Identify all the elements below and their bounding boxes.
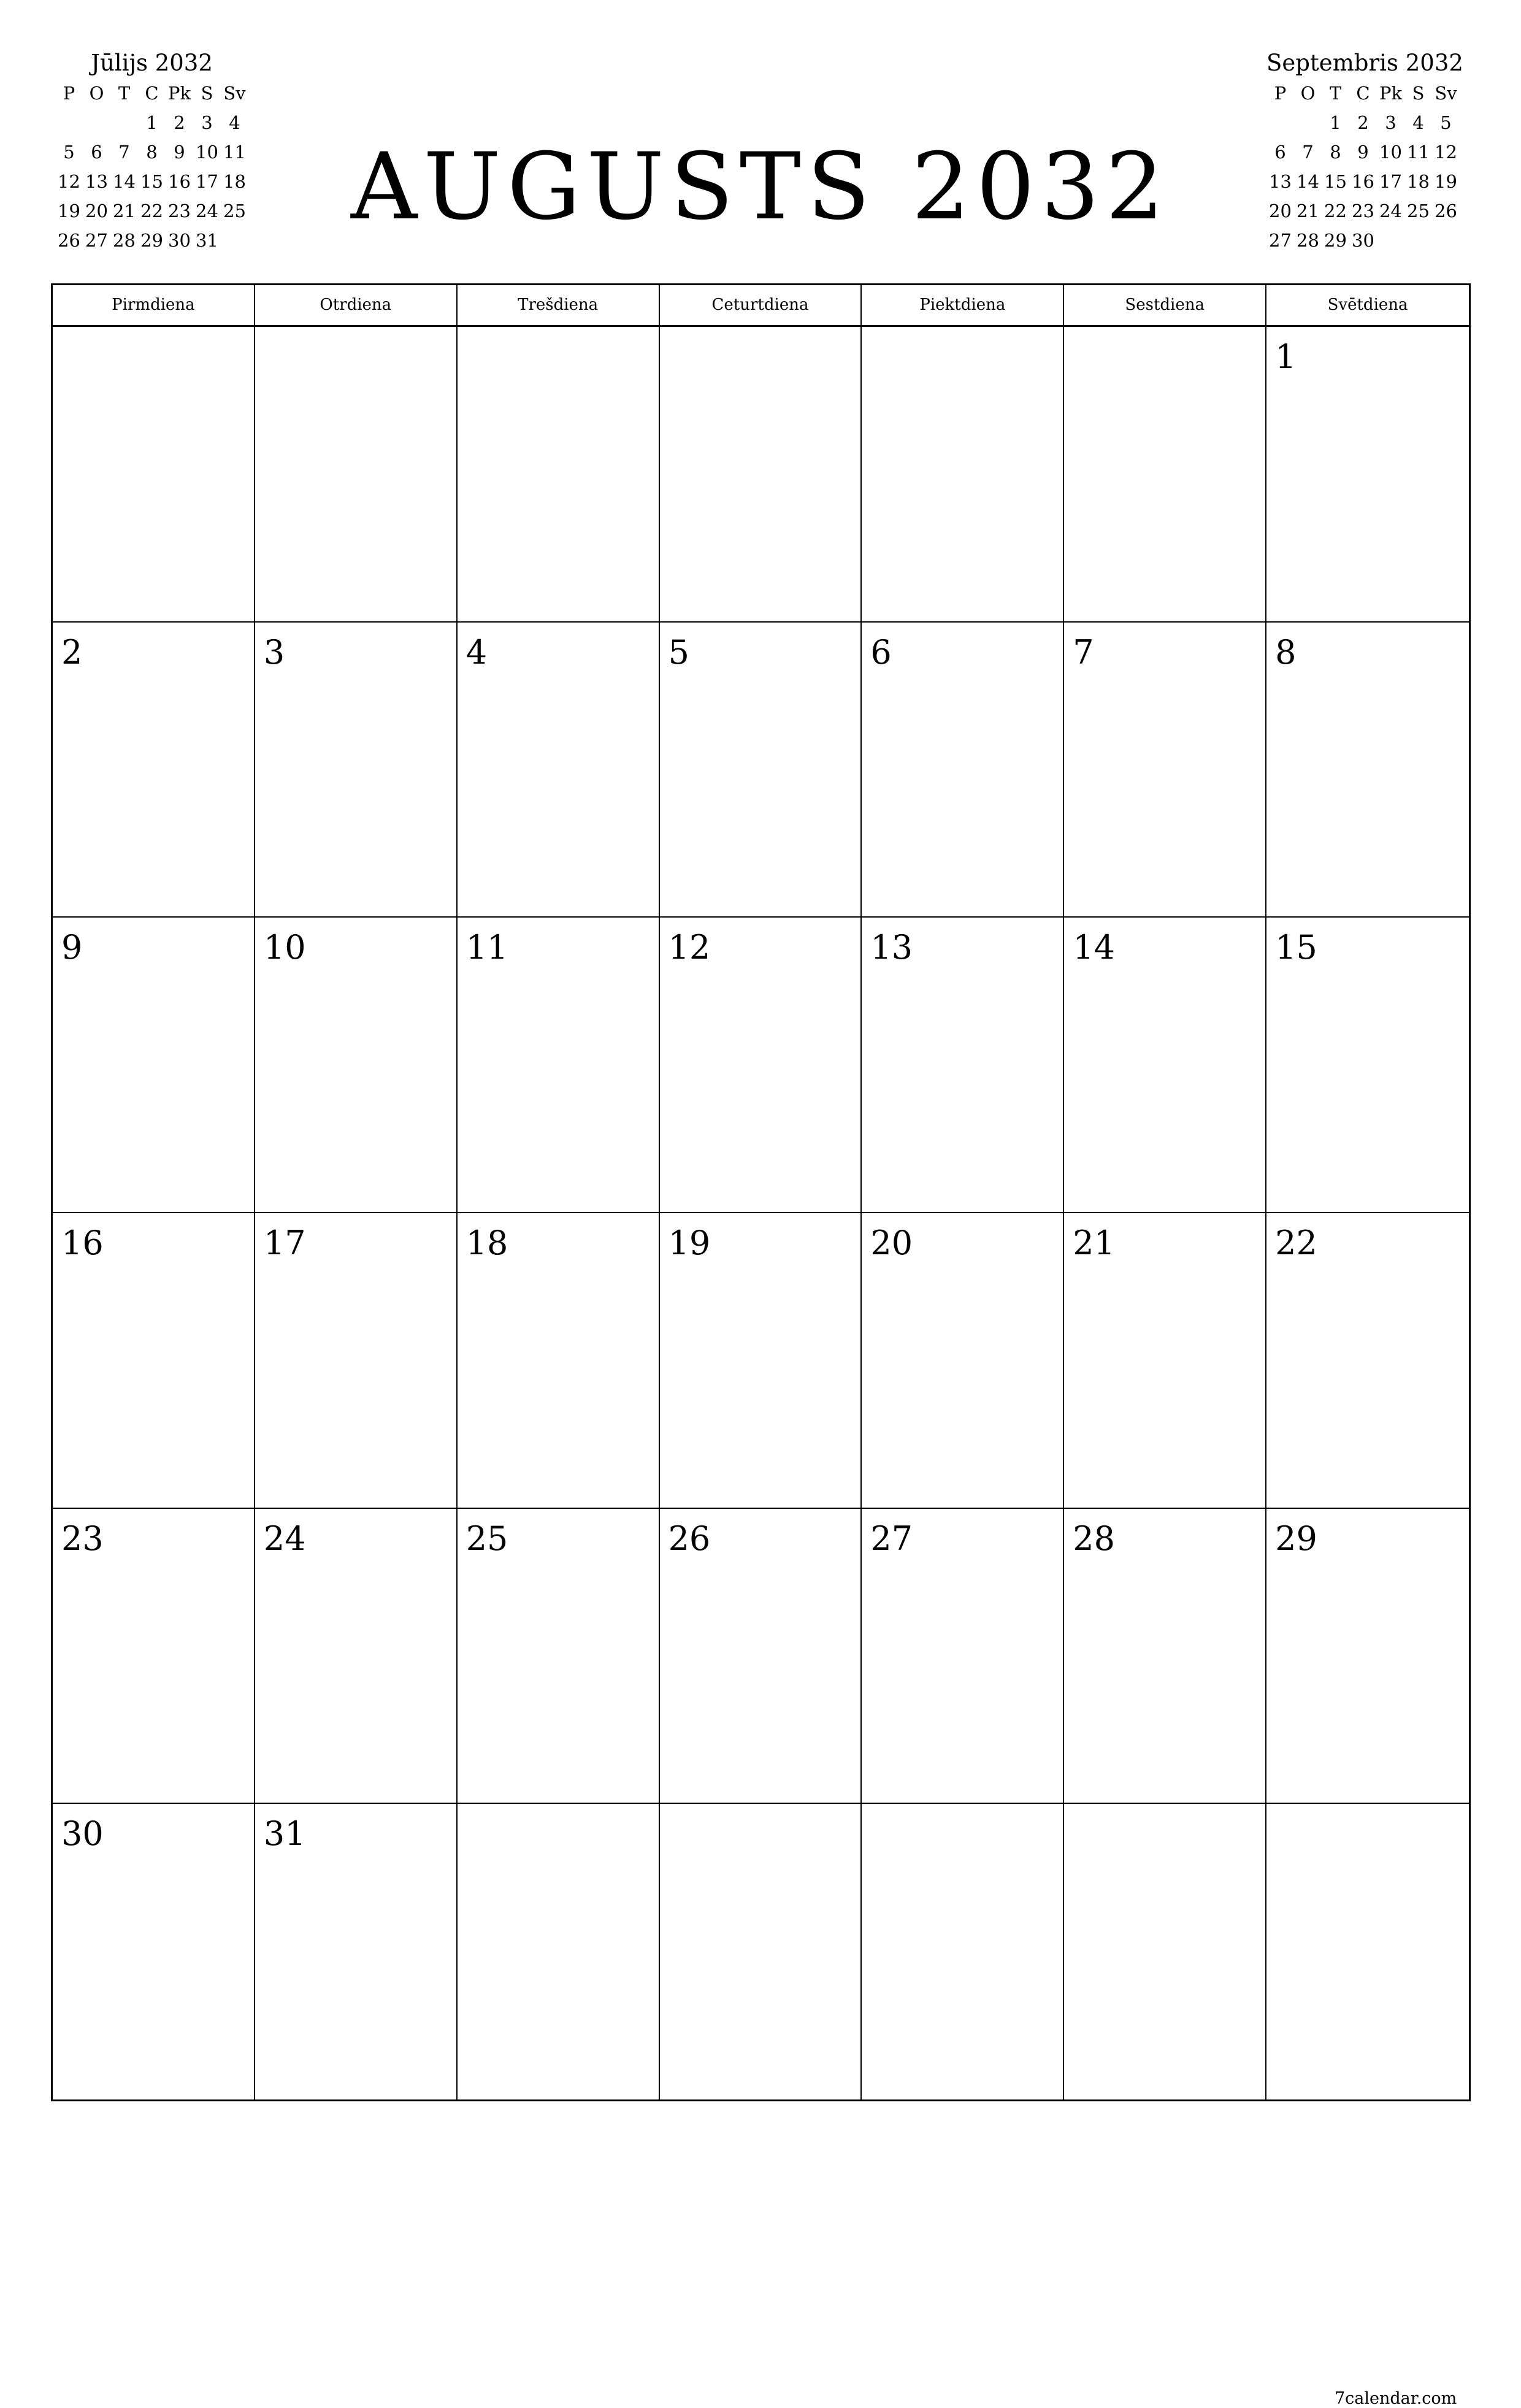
day-cell[interactable] [862, 1509, 1064, 1804]
day-cell[interactable] [1064, 918, 1266, 1213]
day-cell[interactable] [862, 623, 1064, 918]
mini-day: 13 [1269, 171, 1292, 192]
day-number: 20 [870, 1223, 913, 1262]
mini-day: 17 [196, 171, 218, 192]
day-cell[interactable] [458, 918, 660, 1213]
mini-weekday-label: T [118, 83, 131, 104]
day-number: 22 [1275, 1223, 1317, 1262]
mini-day: 25 [223, 201, 246, 221]
mini-calendar-next-title: Septembris 2032 [1266, 50, 1463, 76]
mini-day: 27 [1269, 230, 1292, 251]
mini-day: 3 [1385, 112, 1396, 133]
day-number: 15 [1275, 928, 1317, 967]
mini-day: 22 [140, 201, 163, 221]
mini-day: 6 [91, 142, 102, 163]
weekday-header: Trešdiena [458, 285, 660, 325]
day-number: 16 [61, 1223, 104, 1262]
mini-day: 8 [146, 142, 158, 163]
mini-weekday-label: P [63, 83, 75, 104]
day-cell[interactable] [660, 1804, 862, 2099]
day-cell[interactable] [862, 1804, 1064, 2099]
day-number: 6 [870, 632, 892, 672]
mini-day [1404, 226, 1432, 255]
mini-day: 4 [1412, 112, 1424, 133]
mini-weekday-label: O [1300, 83, 1316, 104]
mini-day: 21 [1297, 201, 1319, 221]
day-number: 30 [61, 1814, 104, 1854]
mini-day [110, 108, 138, 137]
day-number: 19 [668, 1223, 711, 1262]
mini-weekday-label: C [1356, 83, 1370, 104]
day-cell[interactable] [862, 1213, 1064, 1509]
mini-day: 7 [118, 142, 130, 163]
day-cell[interactable] [1064, 623, 1266, 918]
mini-day [1377, 226, 1404, 255]
day-number: 29 [1275, 1519, 1317, 1558]
day-number: 2 [61, 632, 83, 672]
mini-weekday-label: Pk [1379, 83, 1403, 104]
day-number: 21 [1073, 1223, 1115, 1262]
mini-day [1266, 108, 1294, 137]
mini-day [1294, 108, 1322, 137]
day-cell[interactable] [660, 1213, 862, 1509]
mini-day: 20 [1269, 201, 1292, 221]
day-number: 14 [1073, 928, 1115, 967]
mini-day: 29 [140, 230, 163, 251]
day-number: 27 [870, 1519, 913, 1558]
mini-weekday-label: S [201, 83, 213, 104]
mini-day: 9 [1357, 142, 1369, 163]
mini-day: 8 [1330, 142, 1341, 163]
day-cell[interactable] [1266, 623, 1469, 918]
mini-day: 30 [1352, 230, 1374, 251]
mini-day: 17 [1379, 171, 1402, 192]
day-number: 12 [668, 928, 711, 967]
day-number: 7 [1073, 632, 1094, 672]
mini-weekday-label: S [1412, 83, 1425, 104]
day-cell[interactable] [1064, 1213, 1266, 1509]
day-cell[interactable] [458, 1213, 660, 1509]
mini-day [55, 108, 83, 137]
day-number: 3 [263, 632, 285, 672]
mini-day: 18 [1407, 171, 1430, 192]
mini-day: 6 [1274, 142, 1286, 163]
mini-day: 10 [196, 142, 218, 163]
mini-day: 15 [1324, 171, 1347, 192]
mini-day: 10 [1379, 142, 1402, 163]
day-cell[interactable] [458, 1509, 660, 1804]
weekday-header: Svētdiena [1327, 296, 1408, 314]
mini-day: 28 [1297, 230, 1319, 251]
mini-day: 24 [196, 201, 218, 221]
mini-day: 26 [58, 230, 80, 251]
mini-day: 14 [113, 171, 136, 192]
mini-calendar-prev-title: Jūlijs 2032 [91, 50, 213, 76]
mini-day: 16 [168, 171, 191, 192]
mini-day: 22 [1324, 201, 1347, 221]
mini-day: 4 [229, 112, 240, 133]
mini-day: 2 [174, 112, 185, 133]
day-number: 28 [1073, 1519, 1115, 1558]
mini-day: 26 [1435, 201, 1457, 221]
day-number: 5 [668, 632, 689, 672]
day-cell[interactable] [255, 623, 458, 918]
day-cell[interactable] [1064, 1804, 1266, 2099]
mini-day: 7 [1302, 142, 1314, 163]
day-cell[interactable] [255, 918, 458, 1213]
day-cell[interactable] [53, 327, 255, 623]
mini-day [1432, 226, 1460, 255]
day-number: 13 [870, 928, 913, 967]
day-number: 4 [465, 632, 488, 672]
mini-day: 14 [1297, 171, 1319, 192]
day-cell[interactable] [1266, 327, 1469, 623]
weekday-header: Piektdiena [862, 285, 1064, 325]
mini-day: 25 [1407, 201, 1430, 221]
day-number: 17 [263, 1223, 306, 1262]
mini-weekday-label: O [89, 83, 104, 104]
day-cell[interactable] [458, 623, 660, 918]
day-cell[interactable] [660, 623, 862, 918]
mini-day: 3 [201, 112, 213, 133]
day-number: 23 [61, 1519, 104, 1558]
mini-day: 18 [223, 171, 246, 192]
mini-day: 20 [85, 201, 108, 221]
mini-day: 21 [113, 201, 136, 221]
mini-day: 16 [1352, 171, 1374, 192]
weekday-header: Pirmdiena [53, 285, 255, 325]
day-number: 10 [263, 928, 306, 967]
mini-calendar-prev-grid [55, 79, 248, 255]
weekday-header: Otrdiena [255, 285, 458, 325]
mini-day: 1 [1330, 112, 1341, 133]
day-number: 31 [263, 1814, 306, 1854]
day-number: 24 [263, 1519, 306, 1558]
mini-day: 5 [1440, 112, 1452, 133]
day-cell[interactable] [1266, 1804, 1469, 2099]
day-number: 25 [465, 1519, 508, 1558]
mini-day: 13 [85, 171, 108, 192]
day-cell[interactable] [53, 918, 255, 1213]
day-cell[interactable] [255, 327, 458, 623]
day-cell[interactable] [660, 1509, 862, 1804]
mini-day: 28 [113, 230, 136, 251]
mini-day: 19 [58, 201, 80, 221]
mini-day: 5 [63, 142, 75, 163]
mini-day: 23 [168, 201, 191, 221]
day-number: 9 [61, 928, 83, 967]
weekday-header: Sestdiena [1064, 285, 1266, 325]
day-number: 26 [668, 1519, 711, 1558]
mini-weekday-label: C [145, 83, 159, 104]
day-cell[interactable] [1266, 1509, 1469, 1804]
day-cell[interactable] [1266, 918, 1469, 1213]
mini-day: 15 [140, 171, 163, 192]
mini-day: 12 [1435, 142, 1457, 163]
day-cell[interactable] [660, 918, 862, 1213]
mini-day: 27 [85, 230, 108, 251]
day-cells [53, 327, 1469, 2099]
watermark: 7calendar.com [1335, 2389, 1457, 2408]
mini-day: 9 [174, 142, 185, 163]
day-cell[interactable] [255, 1213, 458, 1509]
mini-day: 1 [146, 112, 158, 133]
month-grid [51, 283, 1471, 2408]
day-number: 1 [1275, 337, 1297, 376]
day-cell[interactable] [1064, 327, 1266, 623]
day-cell[interactable] [1266, 1213, 1469, 1509]
mini-day: 30 [168, 230, 191, 251]
day-cell[interactable] [458, 327, 660, 623]
mini-day [221, 226, 248, 255]
mini-day: 2 [1357, 112, 1369, 133]
mini-day: 29 [1324, 230, 1347, 251]
mini-day: 24 [1379, 201, 1402, 221]
mini-weekday-label: Sv [1435, 83, 1457, 104]
day-number: 11 [465, 928, 508, 967]
mini-calendar-prev [55, 48, 248, 255]
mini-calendar-next [1266, 48, 1463, 255]
weekday-header-row [53, 285, 1469, 327]
mini-weekday-label: Pk [167, 83, 191, 104]
mini-weekday-label: P [1274, 83, 1287, 104]
mini-day: 12 [58, 171, 80, 192]
mini-day: 11 [223, 142, 246, 163]
day-cell[interactable] [255, 1804, 458, 2099]
day-cell[interactable] [53, 1213, 255, 1509]
mini-day: 19 [1435, 171, 1457, 192]
page-title: AUGUSTS 2032 [351, 134, 1170, 240]
mini-day: 31 [196, 230, 218, 251]
day-cell[interactable] [53, 1509, 255, 1804]
mini-day [83, 108, 110, 137]
mini-calendar-next-grid [1266, 79, 1460, 255]
day-number: 8 [1275, 632, 1297, 672]
day-cell[interactable] [53, 1804, 255, 2099]
weekday-header: Ceturtdiena [660, 285, 862, 325]
mini-day: 23 [1352, 201, 1374, 221]
day-number: 18 [465, 1223, 508, 1262]
day-cell[interactable] [53, 623, 255, 918]
day-cell[interactable] [255, 1509, 458, 1804]
day-cell[interactable] [1064, 1509, 1266, 1804]
day-cell[interactable] [862, 327, 1064, 623]
mini-day: 11 [1407, 142, 1430, 163]
day-cell[interactable] [862, 918, 1064, 1213]
mini-weekday-label: Sv [223, 83, 246, 104]
day-cell[interactable] [660, 327, 862, 623]
day-cell[interactable] [458, 1804, 660, 2099]
mini-weekday-label: T [1329, 83, 1342, 104]
